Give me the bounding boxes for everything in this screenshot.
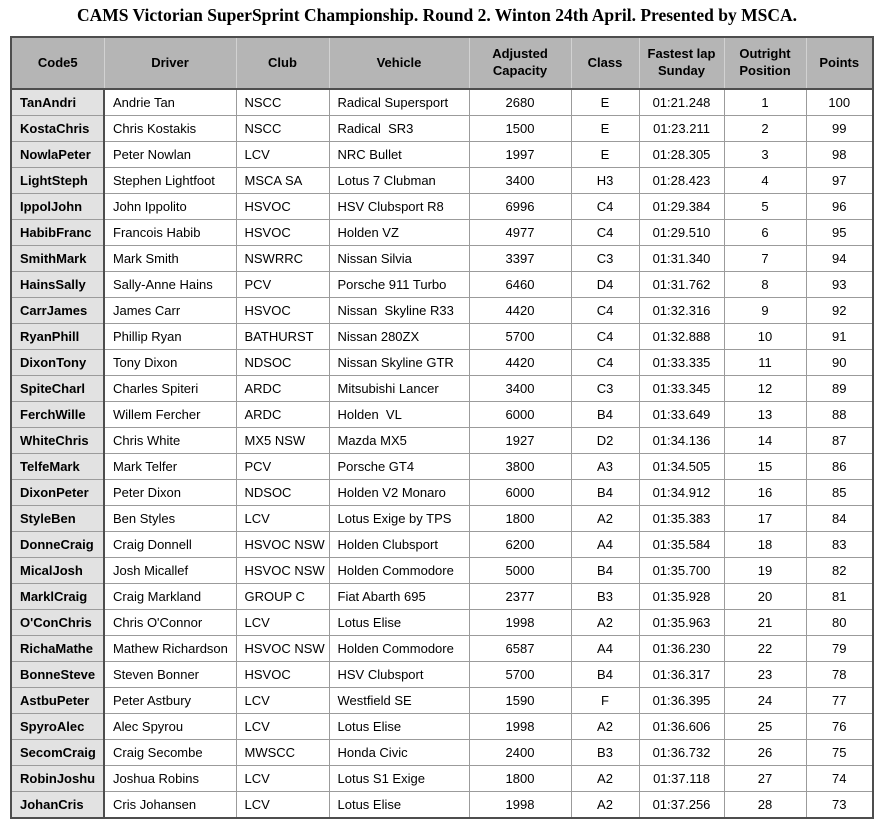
- table-row: [11, 324, 873, 350]
- cell-outright_position: 25: [724, 714, 806, 740]
- cell-club: HSVOC: [236, 298, 329, 324]
- cell-code5: LightSteph: [11, 168, 104, 194]
- cell-points: 79: [806, 636, 873, 662]
- cell-points: 77: [806, 688, 873, 714]
- cell-outright_position: 10: [724, 324, 806, 350]
- cell-class: A2: [571, 506, 639, 532]
- cell-outright_position: 2: [724, 116, 806, 142]
- cell-points: 78: [806, 662, 873, 688]
- cell-outright_position: 26: [724, 740, 806, 766]
- cell-fastest_lap_sunday: 01:34.912: [639, 480, 724, 506]
- cell-adjusted_capacity: 3397: [469, 246, 571, 272]
- cell-class: E: [571, 116, 639, 142]
- cell-fastest_lap_sunday: 01:29.384: [639, 194, 724, 220]
- table-row: [11, 532, 873, 558]
- col-header-adjusted-capacity: Adjusted Capacity: [469, 37, 571, 89]
- cell-driver: Craig Donnell: [104, 532, 236, 558]
- cell-class: H3: [571, 168, 639, 194]
- cell-adjusted_capacity: 6000: [469, 480, 571, 506]
- cell-driver: Tony Dixon: [104, 350, 236, 376]
- cell-fastest_lap_sunday: 01:21.248: [639, 89, 724, 116]
- cell-fastest_lap_sunday: 01:28.305: [639, 142, 724, 168]
- cell-driver: Peter Astbury: [104, 688, 236, 714]
- cell-class: C4: [571, 298, 639, 324]
- table-row: [11, 428, 873, 454]
- cell-code5: RichaMathe: [11, 636, 104, 662]
- cell-outright_position: 8: [724, 272, 806, 298]
- cell-code5: SpiteCharl: [11, 376, 104, 402]
- cell-adjusted_capacity: 6460: [469, 272, 571, 298]
- cell-outright_position: 4: [724, 168, 806, 194]
- cell-vehicle: Lotus Exige by TPS: [329, 506, 469, 532]
- cell-code5: StyleBen: [11, 506, 104, 532]
- cell-points: 100: [806, 89, 873, 116]
- cell-points: 81: [806, 584, 873, 610]
- cell-fastest_lap_sunday: 01:28.423: [639, 168, 724, 194]
- cell-code5: DixonTony: [11, 350, 104, 376]
- cell-code5: HabibFranc: [11, 220, 104, 246]
- col-header-outright-position: Outright Position: [724, 37, 806, 89]
- cell-outright_position: 22: [724, 636, 806, 662]
- cell-adjusted_capacity: 1998: [469, 714, 571, 740]
- cell-club: ARDC: [236, 376, 329, 402]
- cell-points: 96: [806, 194, 873, 220]
- cell-fastest_lap_sunday: 01:36.606: [639, 714, 724, 740]
- cell-vehicle: Honda Civic: [329, 740, 469, 766]
- cell-vehicle: Holden Clubsport: [329, 532, 469, 558]
- table-row: [11, 142, 873, 168]
- cell-club: LCV: [236, 766, 329, 792]
- cell-fastest_lap_sunday: 01:32.888: [639, 324, 724, 350]
- cell-vehicle: Lotus Elise: [329, 714, 469, 740]
- cell-vehicle: Holden Commodore: [329, 558, 469, 584]
- cell-club: LCV: [236, 142, 329, 168]
- cell-code5: IppolJohn: [11, 194, 104, 220]
- cell-fastest_lap_sunday: 01:36.230: [639, 636, 724, 662]
- cell-outright_position: 1: [724, 89, 806, 116]
- cell-code5: FerchWille: [11, 402, 104, 428]
- cell-outright_position: 5: [724, 194, 806, 220]
- cell-points: 93: [806, 272, 873, 298]
- cell-class: B3: [571, 740, 639, 766]
- cell-adjusted_capacity: 1800: [469, 766, 571, 792]
- cell-points: 98: [806, 142, 873, 168]
- cell-code5: O'ConChris: [11, 610, 104, 636]
- cell-points: 84: [806, 506, 873, 532]
- cell-club: PCV: [236, 272, 329, 298]
- cell-driver: Sally-Anne Hains: [104, 272, 236, 298]
- cell-club: MSCA SA: [236, 168, 329, 194]
- cell-code5: SecomCraig: [11, 740, 104, 766]
- cell-club: NDSOC: [236, 480, 329, 506]
- cell-code5: JohanCris: [11, 792, 104, 819]
- cell-class: B4: [571, 402, 639, 428]
- cell-code5: DonneCraig: [11, 532, 104, 558]
- cell-outright_position: 27: [724, 766, 806, 792]
- cell-class: C3: [571, 376, 639, 402]
- cell-driver: Mark Telfer: [104, 454, 236, 480]
- table-row: [11, 636, 873, 662]
- cell-class: C4: [571, 350, 639, 376]
- cell-points: 82: [806, 558, 873, 584]
- cell-club: LCV: [236, 714, 329, 740]
- cell-club: MX5 NSW: [236, 428, 329, 454]
- cell-adjusted_capacity: 4977: [469, 220, 571, 246]
- cell-class: F: [571, 688, 639, 714]
- cell-vehicle: Lotus S1 Exige: [329, 766, 469, 792]
- col-header-code5: Code5: [11, 37, 104, 89]
- cell-outright_position: 20: [724, 584, 806, 610]
- cell-fastest_lap_sunday: 01:31.340: [639, 246, 724, 272]
- cell-club: LCV: [236, 688, 329, 714]
- cell-class: A4: [571, 532, 639, 558]
- cell-vehicle: Westfield SE: [329, 688, 469, 714]
- cell-driver: Peter Nowlan: [104, 142, 236, 168]
- cell-vehicle: Mitsubishi Lancer: [329, 376, 469, 402]
- cell-adjusted_capacity: 2400: [469, 740, 571, 766]
- cell-adjusted_capacity: 5000: [469, 558, 571, 584]
- cell-vehicle: Fiat Abarth 695: [329, 584, 469, 610]
- cell-vehicle: Lotus Elise: [329, 792, 469, 819]
- table-row: [11, 558, 873, 584]
- cell-fastest_lap_sunday: 01:33.649: [639, 402, 724, 428]
- col-header-class: Class: [571, 37, 639, 89]
- table-row: [11, 662, 873, 688]
- cell-fastest_lap_sunday: 01:32.316: [639, 298, 724, 324]
- table-row: [11, 610, 873, 636]
- cell-adjusted_capacity: 3800: [469, 454, 571, 480]
- cell-code5: SmithMark: [11, 246, 104, 272]
- cell-adjusted_capacity: 1998: [469, 792, 571, 819]
- cell-club: HSVOC: [236, 194, 329, 220]
- cell-class: A4: [571, 636, 639, 662]
- table-row: [11, 376, 873, 402]
- table-row: [11, 714, 873, 740]
- page-title: CAMS Victorian SuperSprint Championship. Round 2. Winton 24th April. Presented by MSCA.: [76, 5, 798, 25]
- cell-club: NDSOC: [236, 350, 329, 376]
- table-row: [11, 298, 873, 324]
- cell-class: A3: [571, 454, 639, 480]
- cell-vehicle: Lotus 7 Clubman: [329, 168, 469, 194]
- table-row: [11, 272, 873, 298]
- cell-outright_position: 15: [724, 454, 806, 480]
- cell-driver: Alec Spyrou: [104, 714, 236, 740]
- cell-points: 91: [806, 324, 873, 350]
- cell-outright_position: 23: [724, 662, 806, 688]
- cell-club: HSVOC NSW: [236, 532, 329, 558]
- cell-class: C4: [571, 324, 639, 350]
- cell-vehicle: Holden Commodore: [329, 636, 469, 662]
- cell-points: 83: [806, 532, 873, 558]
- cell-adjusted_capacity: 6200: [469, 532, 571, 558]
- cell-driver: Cris Johansen: [104, 792, 236, 819]
- cell-driver: Francois Habib: [104, 220, 236, 246]
- cell-class: C3: [571, 246, 639, 272]
- table-row: [11, 454, 873, 480]
- cell-vehicle: Porsche 911 Turbo: [329, 272, 469, 298]
- cell-code5: BonneSteve: [11, 662, 104, 688]
- cell-club: NSWRRC: [236, 246, 329, 272]
- cell-driver: Charles Spiteri: [104, 376, 236, 402]
- cell-code5: MarklCraig: [11, 584, 104, 610]
- cell-adjusted_capacity: 6996: [469, 194, 571, 220]
- cell-vehicle: Holden V2 Monaro: [329, 480, 469, 506]
- cell-driver: Josh Micallef: [104, 558, 236, 584]
- cell-class: B4: [571, 558, 639, 584]
- table-row: [11, 584, 873, 610]
- cell-club: HSVOC: [236, 220, 329, 246]
- cell-vehicle: Holden VZ: [329, 220, 469, 246]
- cell-driver: Andrie Tan: [104, 89, 236, 116]
- cell-points: 97: [806, 168, 873, 194]
- cell-class: E: [571, 89, 639, 116]
- cell-class: D2: [571, 428, 639, 454]
- cell-club: ARDC: [236, 402, 329, 428]
- cell-adjusted_capacity: 5700: [469, 662, 571, 688]
- cell-fastest_lap_sunday: 01:23.211: [639, 116, 724, 142]
- cell-vehicle: Radical SR3: [329, 116, 469, 142]
- cell-outright_position: 24: [724, 688, 806, 714]
- cell-driver: Chris Kostakis: [104, 116, 236, 142]
- cell-points: 85: [806, 480, 873, 506]
- table-row: [11, 220, 873, 246]
- cell-club: HSVOC NSW: [236, 636, 329, 662]
- cell-class: C4: [571, 220, 639, 246]
- cell-points: 94: [806, 246, 873, 272]
- cell-driver: Phillip Ryan: [104, 324, 236, 350]
- cell-vehicle: Nissan Skyline GTR: [329, 350, 469, 376]
- cell-club: MWSCC: [236, 740, 329, 766]
- cell-driver: Peter Dixon: [104, 480, 236, 506]
- cell-outright_position: 12: [724, 376, 806, 402]
- cell-driver: Craig Markland: [104, 584, 236, 610]
- cell-outright_position: 13: [724, 402, 806, 428]
- results-table: [10, 36, 874, 819]
- cell-fastest_lap_sunday: 01:35.963: [639, 610, 724, 636]
- cell-fastest_lap_sunday: 01:36.732: [639, 740, 724, 766]
- cell-fastest_lap_sunday: 01:31.762: [639, 272, 724, 298]
- cell-club: HSVOC NSW: [236, 558, 329, 584]
- table-row: [11, 246, 873, 272]
- table-row: [11, 792, 873, 819]
- cell-code5: KostaChris: [11, 116, 104, 142]
- cell-code5: SpyroAlec: [11, 714, 104, 740]
- table-row: [11, 89, 873, 116]
- cell-vehicle: HSV Clubsport: [329, 662, 469, 688]
- cell-fastest_lap_sunday: 01:29.510: [639, 220, 724, 246]
- col-header-fastest-lap-sunday: Fastest lap Sunday: [639, 37, 724, 89]
- cell-adjusted_capacity: 3400: [469, 168, 571, 194]
- cell-adjusted_capacity: 4420: [469, 298, 571, 324]
- cell-outright_position: 17: [724, 506, 806, 532]
- cell-code5: TanAndri: [11, 89, 104, 116]
- cell-points: 99: [806, 116, 873, 142]
- cell-club: LCV: [236, 610, 329, 636]
- cell-club: PCV: [236, 454, 329, 480]
- cell-driver: Craig Secombe: [104, 740, 236, 766]
- cell-class: A2: [571, 792, 639, 819]
- cell-code5: TelfeMark: [11, 454, 104, 480]
- cell-club: LCV: [236, 506, 329, 532]
- cell-adjusted_capacity: 1927: [469, 428, 571, 454]
- cell-driver: Chris White: [104, 428, 236, 454]
- table-row: [11, 168, 873, 194]
- cell-class: B3: [571, 584, 639, 610]
- cell-points: 74: [806, 766, 873, 792]
- table-body: [11, 89, 873, 818]
- cell-club: BATHURST: [236, 324, 329, 350]
- cell-class: D4: [571, 272, 639, 298]
- cell-adjusted_capacity: 1800: [469, 506, 571, 532]
- cell-class: A2: [571, 610, 639, 636]
- cell-class: B4: [571, 662, 639, 688]
- cell-club: LCV: [236, 792, 329, 819]
- cell-fastest_lap_sunday: 01:37.256: [639, 792, 724, 819]
- cell-fastest_lap_sunday: 01:35.584: [639, 532, 724, 558]
- cell-fastest_lap_sunday: 01:33.345: [639, 376, 724, 402]
- cell-points: 86: [806, 454, 873, 480]
- cell-outright_position: 6: [724, 220, 806, 246]
- cell-code5: WhiteChris: [11, 428, 104, 454]
- cell-code5: AstbuPeter: [11, 688, 104, 714]
- cell-outright_position: 19: [724, 558, 806, 584]
- cell-class: A2: [571, 766, 639, 792]
- cell-outright_position: 11: [724, 350, 806, 376]
- cell-driver: Mathew Richardson: [104, 636, 236, 662]
- cell-code5: DixonPeter: [11, 480, 104, 506]
- cell-vehicle: Porsche GT4: [329, 454, 469, 480]
- table-row: [11, 740, 873, 766]
- cell-club: NSCC: [236, 89, 329, 116]
- cell-driver: John Ippolito: [104, 194, 236, 220]
- cell-class: C4: [571, 194, 639, 220]
- cell-fastest_lap_sunday: 01:36.395: [639, 688, 724, 714]
- cell-outright_position: 28: [724, 792, 806, 819]
- cell-outright_position: 16: [724, 480, 806, 506]
- table-row: [11, 480, 873, 506]
- cell-outright_position: 21: [724, 610, 806, 636]
- table-row: [11, 688, 873, 714]
- cell-points: 90: [806, 350, 873, 376]
- cell-fastest_lap_sunday: 01:34.505: [639, 454, 724, 480]
- cell-vehicle: Nissan Silvia: [329, 246, 469, 272]
- cell-points: 87: [806, 428, 873, 454]
- cell-vehicle: Nissan Skyline R33: [329, 298, 469, 324]
- cell-adjusted_capacity: 4420: [469, 350, 571, 376]
- table-row: [11, 402, 873, 428]
- cell-points: 76: [806, 714, 873, 740]
- cell-adjusted_capacity: 6587: [469, 636, 571, 662]
- cell-adjusted_capacity: 2680: [469, 89, 571, 116]
- cell-outright_position: 7: [724, 246, 806, 272]
- cell-outright_position: 14: [724, 428, 806, 454]
- cell-vehicle: Lotus Elise: [329, 610, 469, 636]
- col-header-points: Points: [806, 37, 873, 89]
- cell-outright_position: 18: [724, 532, 806, 558]
- table-row: [11, 116, 873, 142]
- cell-outright_position: 3: [724, 142, 806, 168]
- cell-driver: Stephen Lightfoot: [104, 168, 236, 194]
- cell-class: B4: [571, 480, 639, 506]
- cell-adjusted_capacity: 1997: [469, 142, 571, 168]
- cell-adjusted_capacity: 3400: [469, 376, 571, 402]
- cell-adjusted_capacity: 6000: [469, 402, 571, 428]
- cell-code5: RobinJoshu: [11, 766, 104, 792]
- cell-outright_position: 9: [724, 298, 806, 324]
- cell-driver: James Carr: [104, 298, 236, 324]
- cell-club: HSVOC: [236, 662, 329, 688]
- cell-adjusted_capacity: 1590: [469, 688, 571, 714]
- cell-class: E: [571, 142, 639, 168]
- cell-vehicle: NRC Bullet: [329, 142, 469, 168]
- cell-code5: CarrJames: [11, 298, 104, 324]
- cell-fastest_lap_sunday: 01:34.136: [639, 428, 724, 454]
- cell-vehicle: Radical Supersport: [329, 89, 469, 116]
- col-header-driver: Driver: [104, 37, 236, 89]
- cell-fastest_lap_sunday: 01:35.928: [639, 584, 724, 610]
- cell-driver: Steven Bonner: [104, 662, 236, 688]
- table-row: [11, 350, 873, 376]
- cell-driver: Ben Styles: [104, 506, 236, 532]
- cell-vehicle: Holden VL: [329, 402, 469, 428]
- cell-adjusted_capacity: 1500: [469, 116, 571, 142]
- cell-code5: RyanPhill: [11, 324, 104, 350]
- cell-fastest_lap_sunday: 01:36.317: [639, 662, 724, 688]
- cell-club: NSCC: [236, 116, 329, 142]
- cell-points: 73: [806, 792, 873, 819]
- cell-vehicle: Mazda MX5: [329, 428, 469, 454]
- table-row: [11, 506, 873, 532]
- cell-club: GROUP C: [236, 584, 329, 610]
- cell-driver: Chris O'Connor: [104, 610, 236, 636]
- cell-fastest_lap_sunday: 01:37.118: [639, 766, 724, 792]
- cell-points: 92: [806, 298, 873, 324]
- cell-code5: MicalJosh: [11, 558, 104, 584]
- cell-points: 89: [806, 376, 873, 402]
- cell-driver: Mark Smith: [104, 246, 236, 272]
- cell-fastest_lap_sunday: 01:35.700: [639, 558, 724, 584]
- col-header-club: Club: [236, 37, 329, 89]
- cell-vehicle: Nissan 280ZX: [329, 324, 469, 350]
- cell-class: A2: [571, 714, 639, 740]
- cell-fastest_lap_sunday: 01:35.383: [639, 506, 724, 532]
- cell-points: 88: [806, 402, 873, 428]
- cell-driver: Joshua Robins: [104, 766, 236, 792]
- col-header-vehicle: Vehicle: [329, 37, 469, 89]
- cell-points: 80: [806, 610, 873, 636]
- cell-vehicle: HSV Clubsport R8: [329, 194, 469, 220]
- cell-fastest_lap_sunday: 01:33.335: [639, 350, 724, 376]
- header-row: [11, 37, 873, 89]
- cell-points: 95: [806, 220, 873, 246]
- cell-driver: Willem Fercher: [104, 402, 236, 428]
- cell-adjusted_capacity: 5700: [469, 324, 571, 350]
- table-row: [11, 766, 873, 792]
- cell-code5: HainsSally: [11, 272, 104, 298]
- table-row: [11, 194, 873, 220]
- cell-adjusted_capacity: 2377: [469, 584, 571, 610]
- cell-points: 75: [806, 740, 873, 766]
- cell-code5: NowlaPeter: [11, 142, 104, 168]
- cell-adjusted_capacity: 1998: [469, 610, 571, 636]
